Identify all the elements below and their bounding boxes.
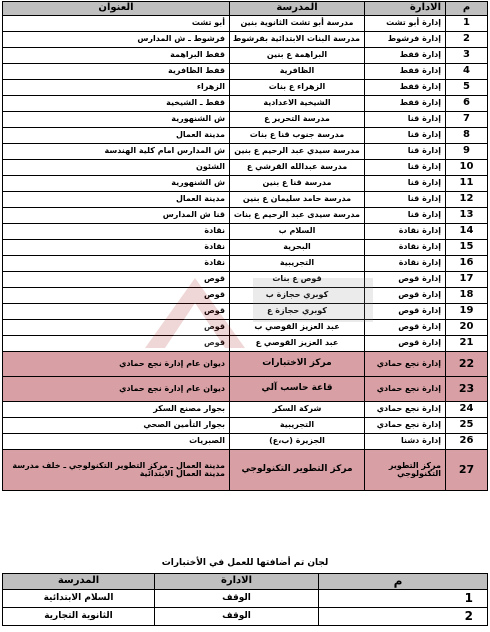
row-school: الجزيرة (ب،ع) [230, 434, 365, 450]
row-address: قوص [3, 320, 230, 336]
row-address: قوص [3, 288, 230, 304]
row-department: إدارة نقادة [365, 224, 446, 240]
row-school: التجريبية [230, 418, 365, 434]
row-number: 24 [446, 402, 488, 418]
table-row [3, 240, 488, 256]
row-school: الثانوية التجارية [3, 608, 155, 626]
row-school: التجريبية [230, 256, 365, 272]
row-school: قوص ع بنات [230, 272, 365, 288]
row-department: إدارة نجع حمادي [365, 402, 446, 418]
row-department: إدارة قنا [365, 176, 446, 192]
header-num: م [446, 2, 488, 16]
row-address: نقادة [3, 224, 230, 240]
row-school: البراهمة ع بنين [230, 48, 365, 64]
table-row [3, 402, 488, 418]
row-address: أبو تشت [3, 16, 230, 32]
header-department: الادارة [155, 574, 319, 590]
row-address: نقادة [3, 256, 230, 272]
table-row [3, 160, 488, 176]
row-school: كوبري حجازة ع [230, 304, 365, 320]
row-department: الوقف [155, 590, 319, 608]
header-school: المدرسة [230, 2, 365, 16]
row-department: إدارة قنا [365, 128, 446, 144]
row-department: إدارة قنا [365, 208, 446, 224]
row-school: السلام ب [230, 224, 365, 240]
row-address: قوص [3, 304, 230, 320]
row-address: ش الشنهورية [3, 112, 230, 128]
exam-committees-table [2, 1, 488, 491]
row-address: قفط ـ الشيخية [3, 96, 230, 112]
row-school: عبد العزيز القوصي ب [230, 320, 365, 336]
row-number: 26 [446, 434, 488, 450]
header-num: م [319, 574, 488, 590]
row-address: الصبريات [3, 434, 230, 450]
row-school: مدرسة حامد سليمان ع بنين [230, 192, 365, 208]
row-number: 4 [446, 64, 488, 80]
row-department: إدارة قفط [365, 64, 446, 80]
row-school: مدرسة أبو تشت الثانوية بنين [230, 16, 365, 32]
row-number: 7 [446, 112, 488, 128]
table-row [3, 64, 488, 80]
row-address: الزهراء [3, 80, 230, 96]
row-address: مدينة العمال ـ مركز التطوير التكنولوجي ـ خلف مدرسة مدينة العمال الابتدائية [3, 450, 230, 491]
header-address: العنوان [3, 2, 230, 16]
row-number: 3 [446, 48, 488, 64]
row-number: 14 [446, 224, 488, 240]
row-department: إدارة أبو تشت [365, 16, 446, 32]
row-department: إدارة نجع حمادي [365, 418, 446, 434]
row-school: مركز الاختبارات [230, 352, 365, 377]
row-department: إدارة قنا [365, 112, 446, 128]
row-number: 9 [446, 144, 488, 160]
row-address: بجوار مصنع السكر [3, 402, 230, 418]
row-school: مدرسة سيدى عبد الرحيم ع بنات [230, 208, 365, 224]
table-row [3, 112, 488, 128]
row-school: الزهراء ع بنات [230, 80, 365, 96]
table-row [3, 336, 488, 352]
row-school: مدرسة التحرير ع [230, 112, 365, 128]
row-department: إدارة قوص [365, 288, 446, 304]
row-address: قفط الظافرية [3, 64, 230, 80]
row-department: إدارة قفط [365, 80, 446, 96]
table-row [3, 32, 488, 48]
row-department: إدارة نجع حمادي [365, 352, 446, 377]
row-school: الظافرية [230, 64, 365, 80]
row-number: 1 [319, 590, 488, 608]
row-department: إدارة نجع حمادي [365, 377, 446, 402]
table-row [3, 80, 488, 96]
table-row [3, 192, 488, 208]
table-row [3, 418, 488, 434]
table-row [3, 144, 488, 160]
row-address: ديوان عام إدارة نجع حمادي [3, 352, 230, 377]
row-address: قفط البراهمة [3, 48, 230, 64]
row-school: قاعة حاسب آلي [230, 377, 365, 402]
table-row [3, 224, 488, 240]
table-row [3, 377, 488, 402]
added-committees-table [2, 573, 488, 626]
table-header-row [3, 574, 488, 590]
row-number: 8 [446, 128, 488, 144]
row-school: شركة السكر [230, 402, 365, 418]
table-row [3, 16, 488, 32]
row-number: 17 [446, 272, 488, 288]
table-row [3, 288, 488, 304]
table-row [3, 304, 488, 320]
row-number: 1 [446, 16, 488, 32]
row-department: إدارة قنا [365, 192, 446, 208]
row-number: 19 [446, 304, 488, 320]
table-body [3, 16, 488, 491]
row-number: 12 [446, 192, 488, 208]
added-committees-title: لجان تم أضافتها للعمل في الأختبارات [161, 558, 329, 568]
row-number: 18 [446, 288, 488, 304]
header-department: الادارة [365, 2, 446, 16]
row-number: 25 [446, 418, 488, 434]
row-school: مدرسة سيدي عبد الرحيم ع بنين [230, 144, 365, 160]
row-number: 22 [446, 352, 488, 377]
row-department: إدارة قفط [365, 96, 446, 112]
table-row [3, 450, 488, 491]
row-number: 6 [446, 96, 488, 112]
row-address: ش الشنهورية [3, 176, 230, 192]
row-number: 23 [446, 377, 488, 402]
row-department: الوقف [155, 608, 319, 626]
row-address: قوص [3, 336, 230, 352]
table-row [3, 48, 488, 64]
row-address: نقادة [3, 240, 230, 256]
row-number: 10 [446, 160, 488, 176]
row-school: مدرسة قنا ع بنين [230, 176, 365, 192]
row-school: كوبري حجازة ب [230, 288, 365, 304]
row-address: الشئون [3, 160, 230, 176]
row-school: الشيخية الاعدادية [230, 96, 365, 112]
table-row [3, 320, 488, 336]
table-row [3, 590, 488, 608]
row-address: مدينة العمال [3, 192, 230, 208]
table-row [3, 96, 488, 112]
table-header-row [3, 2, 488, 16]
row-number: 13 [446, 208, 488, 224]
table-row [3, 256, 488, 272]
row-department: إدارة نقادة [365, 240, 446, 256]
row-number: 5 [446, 80, 488, 96]
row-department: إدارة قوص [365, 336, 446, 352]
table-row [3, 608, 488, 626]
row-address: قوص [3, 272, 230, 288]
header-school: المدرسة [3, 574, 155, 590]
row-address: فرشوط ـ ش المدارس [3, 32, 230, 48]
row-department: مركز التطوير التكنولوجي [365, 450, 446, 491]
row-department: إدارة قفط [365, 48, 446, 64]
row-school: مدرسة عبدالله القرشي ع [230, 160, 365, 176]
row-address: مدينة العمال [3, 128, 230, 144]
row-department: إدارة قنا [365, 144, 446, 160]
row-address: ش المدارس امام كلية الهندسة [3, 144, 230, 160]
row-department: إدارة قوص [365, 320, 446, 336]
row-number: 20 [446, 320, 488, 336]
row-number: 2 [446, 32, 488, 48]
row-school: عبد العزيز القوصي ع [230, 336, 365, 352]
table-row [3, 272, 488, 288]
row-address: قنا ش المدارس [3, 208, 230, 224]
row-number: 16 [446, 256, 488, 272]
table-row [3, 176, 488, 192]
row-number: 11 [446, 176, 488, 192]
table-row [3, 434, 488, 450]
table-row [3, 352, 488, 377]
row-number: 15 [446, 240, 488, 256]
row-number: 21 [446, 336, 488, 352]
row-address: بجوار التأمين الصحي [3, 418, 230, 434]
table-row [3, 208, 488, 224]
row-school: مدرسة البنات الابتدائية بفرشوط [230, 32, 365, 48]
row-school: السلام الابتدائية [3, 590, 155, 608]
row-number: 27 [446, 450, 488, 491]
row-department: إدارة نقادة [365, 256, 446, 272]
row-number: 2 [319, 608, 488, 626]
row-school: مدرسة جنوب قنا ع بنات [230, 128, 365, 144]
row-department: إدارة قوص [365, 272, 446, 288]
row-department: إدارة دشنا [365, 434, 446, 450]
row-address: ديوان عام إدارة نجع حمادي [3, 377, 230, 402]
row-school: البحرية [230, 240, 365, 256]
row-department: إدارة قوص [365, 304, 446, 320]
table-row [3, 128, 488, 144]
row-school: مركز التطوير التكنولوجي [230, 450, 365, 491]
row-department: إدارة فرشوط [365, 32, 446, 48]
table-body [3, 590, 488, 626]
row-department: إدارة قنا [365, 160, 446, 176]
